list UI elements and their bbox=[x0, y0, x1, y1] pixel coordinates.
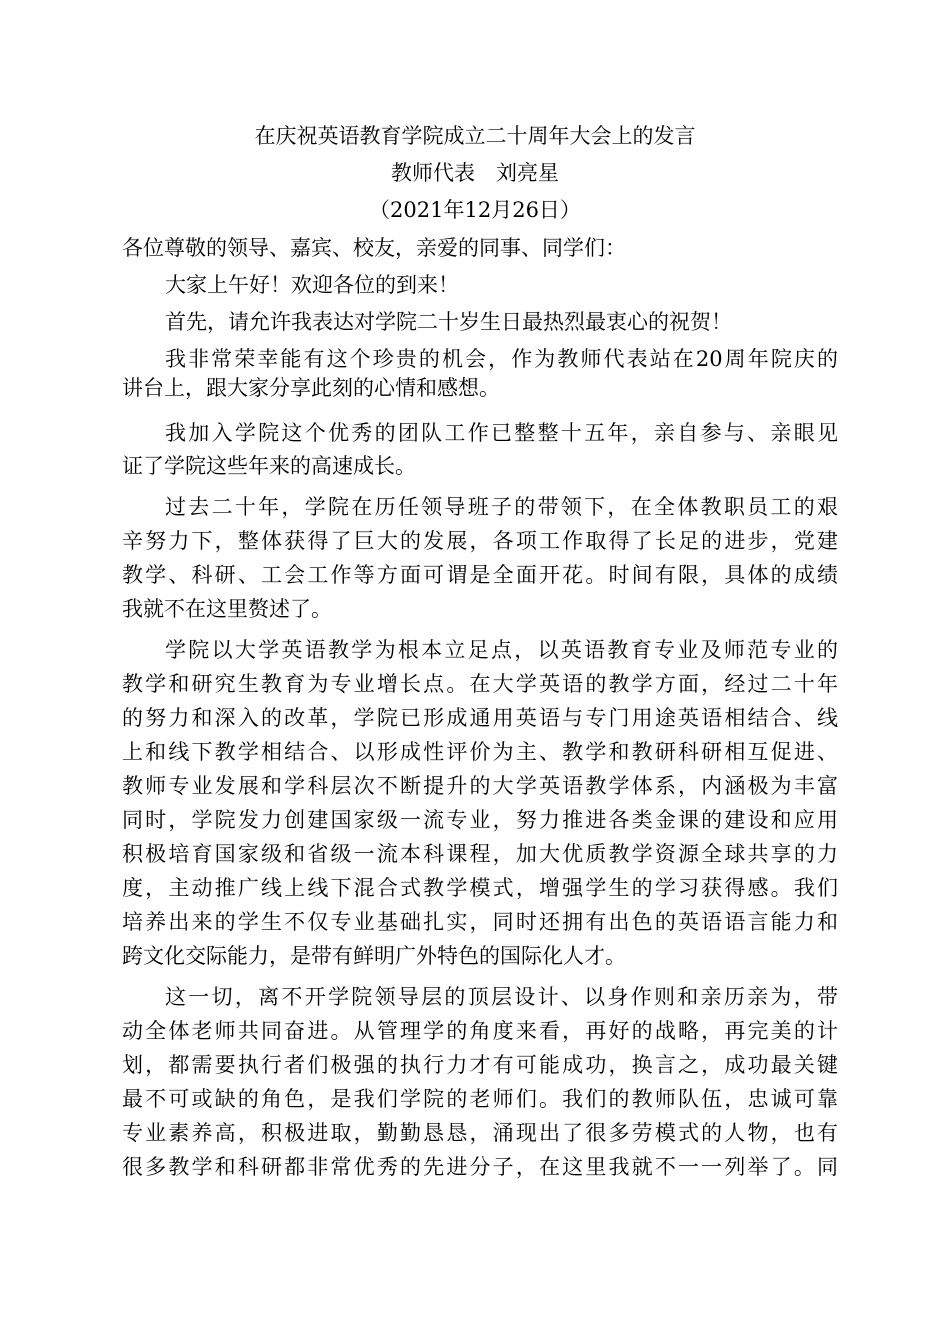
speech-date: （2021年12月26日） bbox=[369, 198, 581, 222]
text-line: 证了学院这些年来的高速成长。 bbox=[122, 454, 416, 478]
text-line: 跨文化交际能力，是带有鲜明广外特色的国际化人才。 bbox=[122, 944, 626, 968]
text-line: 教师专业发展和学科层次不断提升的大学英语教学体系，内涵极为丰富 bbox=[122, 774, 838, 798]
text-line: 辛努力下，整体获得了巨大的发展，各项工作取得了长足的进步，党建 bbox=[122, 529, 838, 553]
text-line: 首先，请允许我表达对学院二十岁生日最热烈最衷心的祝贺！ bbox=[165, 310, 732, 334]
text-line: 大家上午好！欢迎各位的到来！ bbox=[165, 273, 459, 297]
text-line: 我加入学院这个优秀的团队工作已整整十五年，亲自参与、亲眼见 bbox=[165, 421, 838, 445]
salutation: 各位尊敬的领导、嘉宾、校友，亲爱的同事、同学们： bbox=[122, 236, 626, 260]
text-line: 最不可或缺的角色，是我们学院的老师们。我们的教师队伍，忠诚可靠 bbox=[122, 1087, 838, 1111]
text-line: 很多教学和科研都非常优秀的先进分子，在这里我就不一一列举了。同 bbox=[122, 1155, 838, 1179]
byline: 教师代表 刘亮星 bbox=[391, 161, 559, 185]
text-line: 专业素养高，积极进取，勤勤恳恳，涌现出了很多劳模式的人物，也有 bbox=[122, 1121, 838, 1145]
page-title: 在庆祝英语教育学院成立二十周年大会上的发言 bbox=[254, 124, 696, 148]
text-line: 积极培育国家级和省级一流本科课程，加大优质教学资源全球共享的力 bbox=[122, 842, 838, 866]
text-line: 学院以大学英语教学为根本立足点，以英语教育专业及师范专业的 bbox=[165, 638, 838, 662]
text-line: 我就不在这里赘述了。 bbox=[122, 597, 332, 621]
text-line: 动全体老师共同奋进。从管理学的角度来看，再好的战略，再完美的计 bbox=[122, 1019, 838, 1043]
text-line: 划，都需要执行者们极强的执行力才有可能成功，换言之，成功最关键 bbox=[122, 1053, 838, 1077]
text-line: 度，主动推广线上线下混合式教学模式，增强学生的学习获得感。我们 bbox=[122, 876, 838, 900]
text-line: 这一切，离不开学院领导层的顶层设计、以身作则和亲历亲为，带 bbox=[165, 985, 838, 1009]
text-line: 教学和研究生教育为专业增长点。在大学英语的教学方面，经过二十年 bbox=[122, 672, 838, 696]
text-line: 同时，学院发力创建国家级一流专业，努力推进各类金课的建设和应用 bbox=[122, 808, 838, 832]
text-line: 培养出来的学生不仅专业基础扎实，同时还拥有出色的英语语言能力和 bbox=[122, 910, 838, 934]
text-line: 教学、科研、工会工作等方面可谓是全面开花。时间有限，具体的成绩 bbox=[122, 563, 838, 587]
text-line: 讲台上，跟大家分享此刻的心情和感想。 bbox=[122, 376, 500, 400]
text-line: 的努力和深入的改革，学院已形成通用英语与专门用途英语相结合、线 bbox=[122, 706, 838, 730]
text-line: 我非常荣幸能有这个珍贵的机会，作为教师代表站在20周年院庆的 bbox=[165, 347, 838, 371]
text-line: 上和线下教学相结合、以形成性评价为主、教学和教研科研相互促进、 bbox=[122, 740, 838, 764]
text-line: 过去二十年，学院在历任领导班子的带领下，在全体教职员工的艰 bbox=[165, 495, 838, 519]
